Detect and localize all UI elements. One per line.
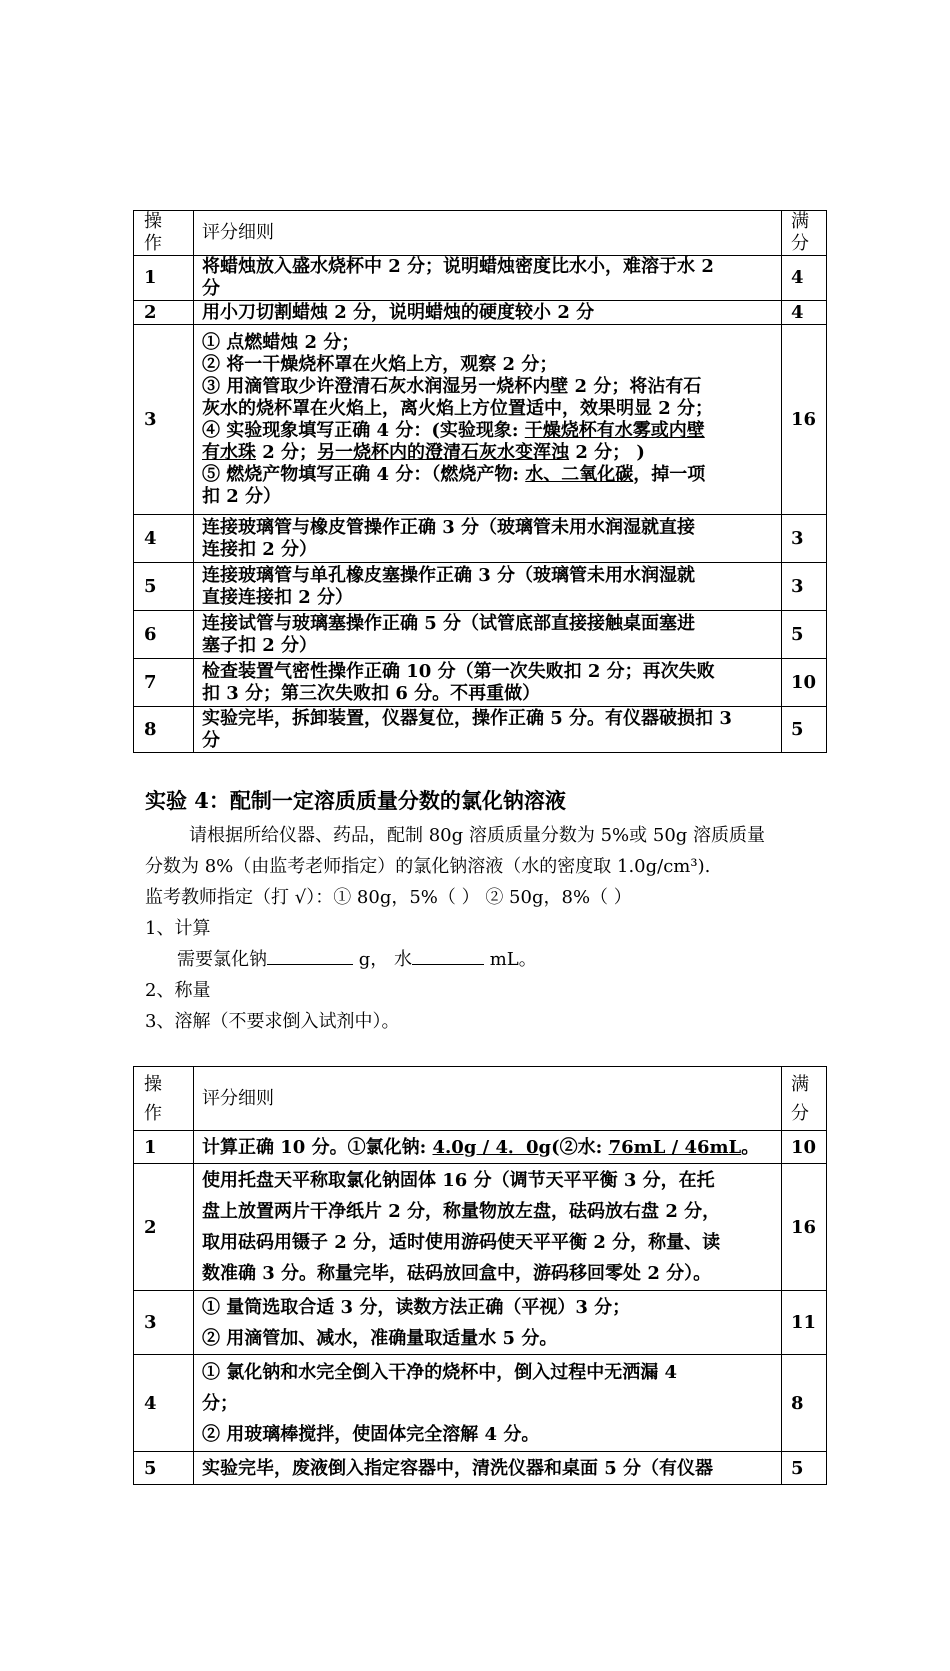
row-score: 10: [782, 659, 827, 707]
row-number: 2: [134, 301, 194, 325]
row-score: 11: [782, 1291, 827, 1355]
row-rule: 连接玻璃管与橡皮管操作正确 3 分（玻璃管未用水润湿就直接 连接扣 2 分）: [194, 515, 782, 563]
row-rule: ① 点燃蜡烛 2 分； ② 将一干燥烧杯罩在火焰上方，观察 2 分； ③ 用滴管取少许澄清石灰水润湿另一烧杯内壁 2 分；将沾有石 灰水的烧杯罩在火焰上，离火焰上方位置适中，效果明显 2 分； ④ 实验现象填写正确 4 分：(实验现象: 干燥烧杯有水雾或内壁 有水珠 2 分；另一烧杯内的澄清石灰水变浑浊 2 分； ) ⑤ 燃烧产物填写正确 4 分：（燃烧产物: 水、二氧化碳，掉一项 扣 2 分）: [194, 325, 782, 515]
header-op: 操 作: [134, 1067, 194, 1131]
row-score: 4: [782, 301, 827, 325]
table-row: [134, 707, 827, 753]
table-row: [134, 1131, 827, 1164]
row-number: 5: [134, 1452, 194, 1485]
row-number: 8: [134, 707, 194, 753]
step-calculate: 1、计算: [145, 918, 211, 939]
table-row: [134, 1164, 827, 1291]
row-rule: 计算正确 10 分。①氯化钠: 4.0g / 4．0g(②水: 76mL / 46mL。: [194, 1131, 782, 1164]
teacher-designation: 监考教师指定（打 √）：① 80g，5%（ ） ② 50g，8%（ ）: [145, 887, 632, 908]
row-number: 5: [134, 563, 194, 611]
table-row: [134, 1452, 827, 1485]
header-op: 操 作: [134, 211, 194, 256]
row-number: 4: [134, 515, 194, 563]
table-row: [134, 611, 827, 659]
row-rule: 实验完毕，拆卸装置，仪器复位，操作正确 5 分。有仪器破损扣 3 分: [194, 707, 782, 753]
header-score: 满 分: [782, 1067, 827, 1131]
row-number: 2: [134, 1164, 194, 1291]
table-row: [134, 563, 827, 611]
row-number: 6: [134, 611, 194, 659]
row-rule: 检查装置气密性操作正确 10 分（第一次失败扣 2 分；再次失败 扣 3 分；第三次失败扣 6 分。不再重做）: [194, 659, 782, 707]
row-rule: 连接试管与玻璃塞操作正确 5 分（试管底部直接接触桌面塞进 塞子扣 2 分）: [194, 611, 782, 659]
row-rule: ① 量筒选取合适 3 分，读数方法正确（平视）3 分； ② 用滴管加、减水，准确量取适量水 5 分。: [194, 1291, 782, 1355]
table-row: [134, 659, 827, 707]
row-number: 1: [134, 1131, 194, 1164]
row-score: 5: [782, 1452, 827, 1485]
row-rule: 使用托盘天平称取氯化钠固体 16 分（调节天平平衡 3 分，在托 盘上放置两片干净纸片 2 分，称量物放左盘，砝码放右盘 2 分， 取用砝码用镊子 2 分，适时使用游码使天平平衡 2 分，称量、读 数准确 3 分。称量完毕，砝码放回盒中，游码移回零处 2 分）。: [194, 1164, 782, 1291]
row-number: 7: [134, 659, 194, 707]
step-dissolve: 3、溶解（不要求倒入试剂中）。: [145, 1011, 400, 1032]
table-row: [134, 1291, 827, 1355]
row-score: 4: [782, 256, 827, 301]
table-header-row: [134, 211, 827, 256]
row-number: 3: [134, 1291, 194, 1355]
row-score: 10: [782, 1131, 827, 1164]
calculation-line: 需要氯化钠 g， 水 mL。: [145, 944, 825, 975]
header-score: 满 分: [782, 211, 827, 256]
row-rule: 用小刀切割蜡烛 2 分，说明蜡烛的硬度较小 2 分: [194, 301, 782, 325]
table-row: [134, 301, 827, 325]
step-weigh: 2、称量: [145, 980, 211, 1001]
instruction-line-2: 分数为 8%（由监考老师指定）的氯化钠溶液（水的密度取 1.0g/cm³).: [145, 856, 711, 877]
table-header-row: [134, 1067, 827, 1131]
row-rule: 将蜡烛放入盛水烧杯中 2 分；说明蜡烛密度比水小，难溶于水 2 分: [194, 256, 782, 301]
row-score: 3: [782, 563, 827, 611]
row-score: 5: [782, 611, 827, 659]
row-number: 4: [134, 1355, 194, 1452]
experiment-4-section: [145, 784, 825, 1037]
row-rule: ① 氯化钠和水完全倒入干净的烧杯中，倒入过程中无洒漏 4 分； ② 用玻璃棒搅拌，使固体完全溶解 4 分。: [194, 1355, 782, 1452]
row-number: 3: [134, 325, 194, 515]
experiment-4-title: 实验 4：配制一定溶质质量分数的氯化钠溶液: [145, 788, 566, 813]
table-row: [134, 325, 827, 515]
table-row: [134, 256, 827, 301]
row-number: 1: [134, 256, 194, 301]
scoring-table-2: [133, 1066, 827, 1485]
row-rule: 连接玻璃管与单孔橡皮塞操作正确 3 分（玻璃管未用水润湿就 直接连接扣 2 分）: [194, 563, 782, 611]
header-rule: 评分细则: [194, 1067, 782, 1131]
row-score: 8: [782, 1355, 827, 1452]
row-rule: 实验完毕，废液倒入指定容器中，清洗仪器和桌面 5 分（有仪器: [194, 1452, 782, 1485]
scoring-table-1: [133, 210, 827, 753]
table-row: [134, 1355, 827, 1452]
row-score: 16: [782, 1164, 827, 1291]
table-row: [134, 515, 827, 563]
row-score: 16: [782, 325, 827, 515]
header-rule: 评分细则: [194, 211, 782, 256]
row-score: 5: [782, 707, 827, 753]
row-score: 3: [782, 515, 827, 563]
nacl-mass-blank[interactable]: [267, 946, 353, 965]
water-volume-blank[interactable]: [412, 946, 484, 965]
instruction-line-1: 请根据所给仪器、药品，配制 80g 溶质质量分数为 5%或 50g 溶质质量: [189, 825, 766, 846]
